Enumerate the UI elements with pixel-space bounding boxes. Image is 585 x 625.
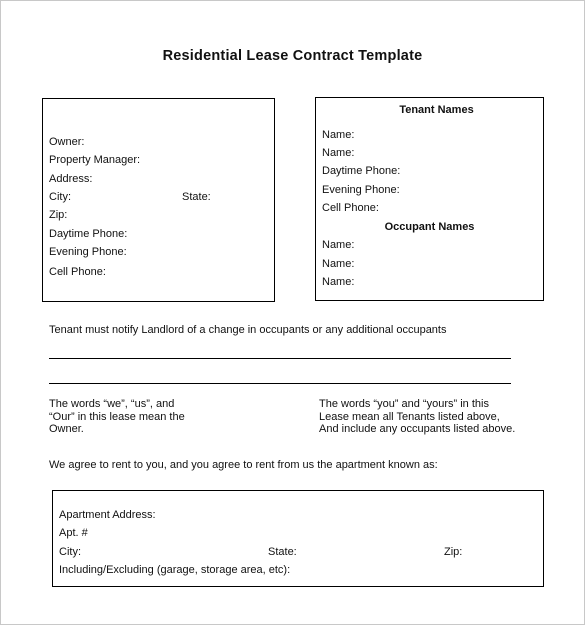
tenant-name-2-label: Name: <box>322 147 355 159</box>
owner-state-label: State: <box>182 191 211 203</box>
tenant-cell-phone-label: Cell Phone: <box>322 202 379 214</box>
apartment-state-label: State: <box>268 546 297 558</box>
apartment-address-label: Apartment Address: <box>59 509 156 521</box>
occupant-name-1-label: Name: <box>322 239 355 251</box>
document-title: Residential Lease Contract Template <box>162 48 423 64</box>
owner-zip-label: Zip: <box>49 209 68 221</box>
property-manager-label: Property Manager: <box>49 154 141 166</box>
tenant-name-1-label: Name: <box>322 129 355 141</box>
including-excluding-label: Including/Excluding (garage, storage area, etc): <box>59 564 291 576</box>
apartment-zip-label: Zip: <box>444 546 463 558</box>
occupant-name-2-label: Name: <box>322 258 355 270</box>
agreement-statement: We agree to rent to you, and you agree to rent from us the apartment known as: <box>49 459 438 471</box>
owner-address-label: Address: <box>49 173 93 185</box>
tenant-definition: The words “you” and “yours” in this Lease mean all Tenants listed above, And include any occupants listed above. <box>319 398 516 435</box>
owner-label: Owner: <box>49 136 85 148</box>
tenant-names-heading: Tenant Names <box>399 104 474 116</box>
notify-statement: Tenant must notify Landlord of a change in occupants or any additional occupants <box>49 324 447 336</box>
owner-cell-phone-label: Cell Phone: <box>49 266 106 278</box>
apartment-city-label: City: <box>59 546 81 558</box>
blank-line-2 <box>49 383 511 384</box>
owner-evening-phone-label: Evening Phone: <box>49 246 127 258</box>
tenant-evening-phone-label: Evening Phone: <box>322 184 400 196</box>
apt-number-label: Apt. # <box>59 527 88 539</box>
occupant-name-3-label: Name: <box>322 276 355 288</box>
owner-city-label: City: <box>49 191 71 203</box>
tenant-info-box <box>315 97 544 301</box>
blank-line-1 <box>49 358 511 359</box>
owner-daytime-phone-label: Daytime Phone: <box>49 228 128 240</box>
owner-definition: The words “we”, “us”, and “Our” in this lease mean the Owner. <box>49 398 185 435</box>
occupant-names-heading: Occupant Names <box>384 221 475 233</box>
tenant-daytime-phone-label: Daytime Phone: <box>322 165 401 177</box>
